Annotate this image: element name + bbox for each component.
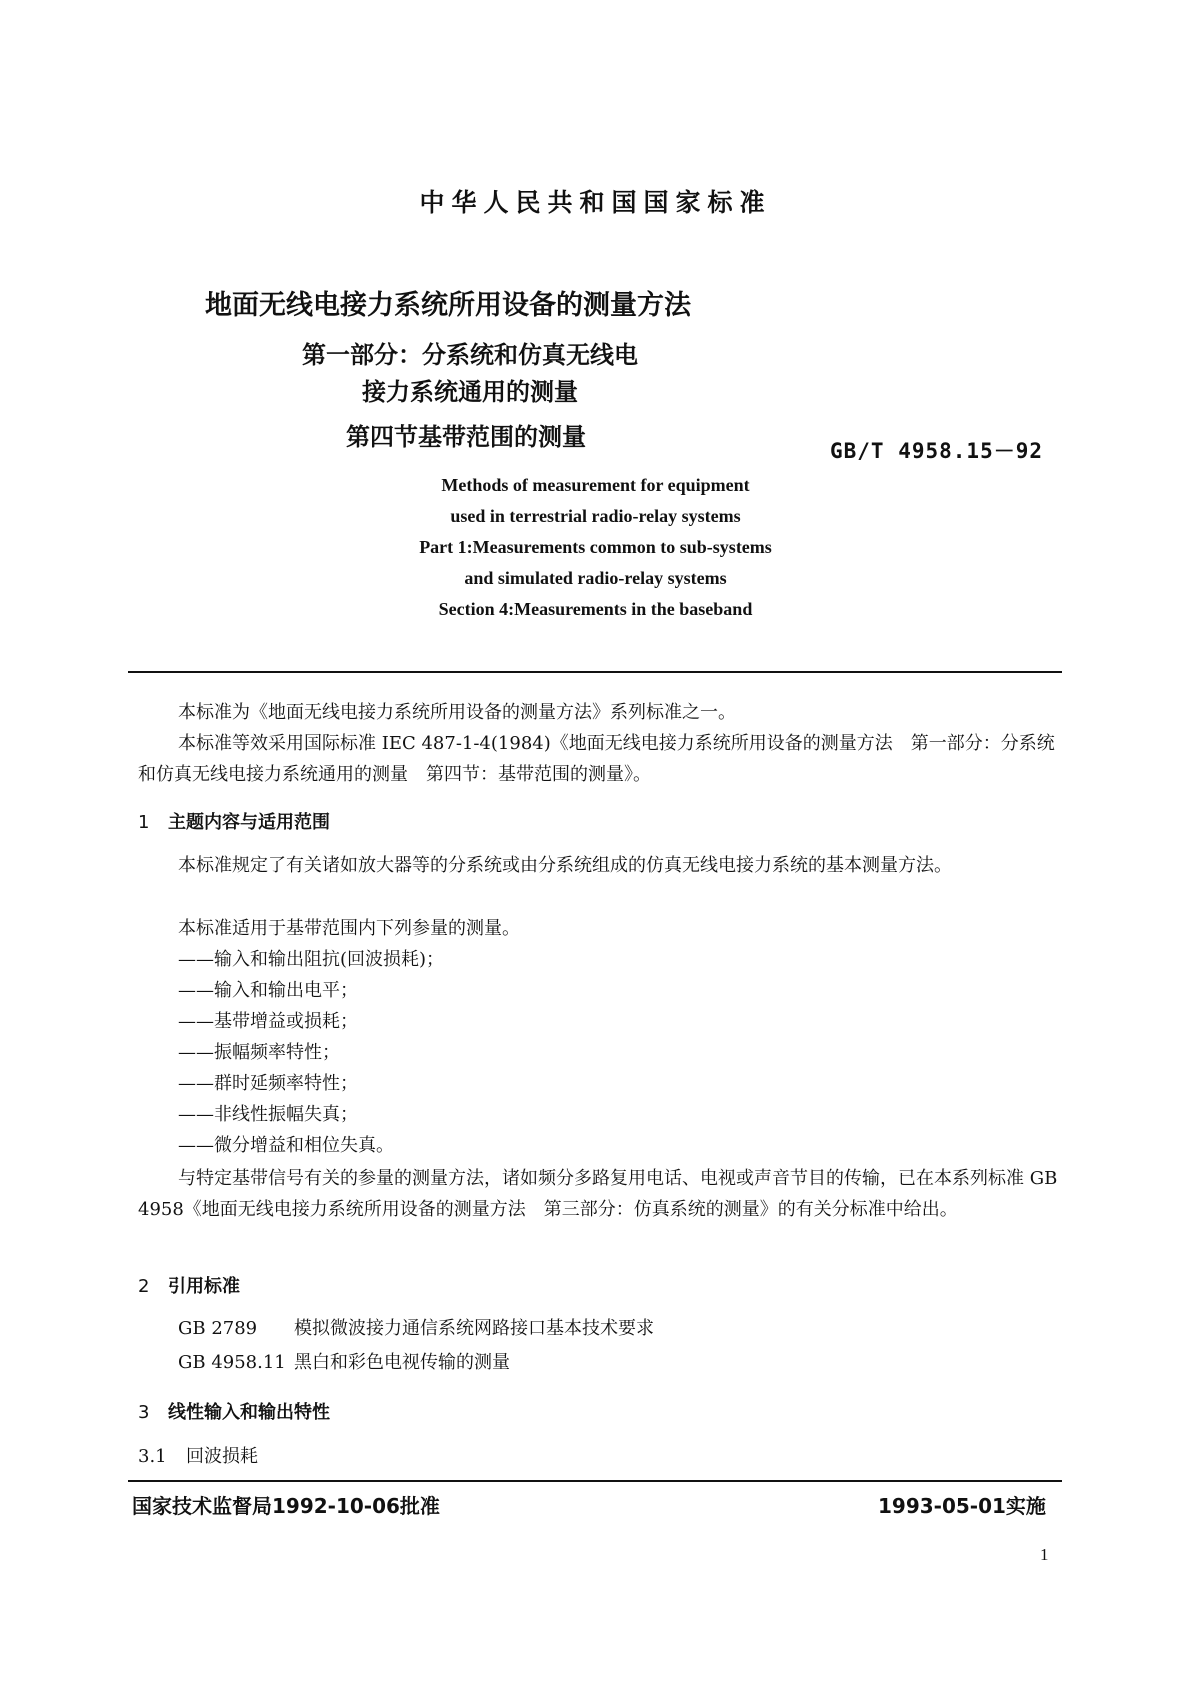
section-number: 2 <box>138 1276 150 1297</box>
english-title-line: Part 1:Measurements common to sub-systems <box>419 537 772 557</box>
list-item: ——非线性振幅失真； <box>178 1104 358 1125</box>
reference-code: GB 2789 <box>178 1318 258 1339</box>
reference-code: GB 4958.11 <box>178 1352 286 1373</box>
section-heading-2 <box>138 1272 240 1298</box>
intro-paragraph: 本标准为《地面无线电接力系统所用设备的测量方法》系列标准之一。 <box>178 702 736 723</box>
list-item: ——输入和输出电平； <box>178 980 358 1001</box>
subsection-heading-3-1 <box>138 1442 258 1468</box>
document-subtitle-section: 第四节基带范围的测量 <box>346 423 586 451</box>
english-title-line: and simulated radio-relay systems <box>464 568 727 588</box>
page-number: 1 <box>1040 1545 1049 1564</box>
header-divider <box>128 671 1062 673</box>
list-item: ——微分增益和相位失真。 <box>178 1135 394 1156</box>
national-standard-title: 中华人民共和国国家标准 <box>419 188 772 217</box>
list-item: ——输入和输出阻抗(回波损耗)； <box>178 949 445 970</box>
intro-paragraph-equivalence: 本标准等效采用国际标准 IEC 487-1-4(1984)《地面无线电接力系统所用设备的测量方法 第一部分：分系统和仿真无线电接力系统通用的测量 第四节：基带范围的测量》。 <box>138 733 1055 785</box>
standard-number: GB/T 4958.15－92 <box>830 439 1044 463</box>
reference-item <box>178 1348 510 1374</box>
english-title-line: Methods of measurement for equipment <box>441 475 750 495</box>
subsection-number: 3.1 <box>138 1446 167 1467</box>
section-title: 线性输入和输出特性 <box>168 1402 330 1423</box>
footer-divider <box>128 1480 1062 1482</box>
list-item: ——振幅频率特性； <box>178 1042 340 1063</box>
section-title: 引用标准 <box>168 1276 240 1297</box>
scope-paragraph: 本标准规定了有关诸如放大器等的分系统或由分系统组成的仿真无线电接力系统的基本测量方法。 <box>178 855 952 876</box>
subsection-title: 回波损耗 <box>186 1446 258 1467</box>
section-heading-1 <box>138 808 330 834</box>
scope-applicability: 本标准适用于基带范围内下列参量的测量。 <box>178 918 520 939</box>
document-subtitle-part-cont: 接力系统通用的测量 <box>362 378 578 406</box>
section-number: 1 <box>138 812 150 833</box>
section-heading-3 <box>138 1398 330 1424</box>
implementation-date: 1993-05-01实施 <box>878 1494 1046 1518</box>
english-title-line: used in terrestrial radio-relay systems <box>450 506 741 526</box>
reference-text: 模拟微波接力通信系统网路接口基本技术要求 <box>294 1318 654 1339</box>
document-title: 地面无线电接力系统所用设备的测量方法 <box>205 290 691 321</box>
scope-note-paragraph: 与特定基带信号有关的参量的测量方法，诸如频分多路复用电话、电视或声音节目的传输，已在本系列标准 GB 4958《地面无线电接力系统所用设备的测量方法 第三部分：仿真系统的测量》的有关分标准中给出。 <box>138 1168 1058 1220</box>
approval-date: 国家技术监督局1992-10-06批准 <box>132 1494 440 1518</box>
document-subtitle-part: 第一部分：分系统和仿真无线电 <box>302 341 638 369</box>
english-title-line: Section 4:Measurements in the baseband <box>438 599 753 619</box>
list-item: ——群时延频率特性； <box>178 1073 358 1094</box>
reference-text: 黑白和彩色电视传输的测量 <box>294 1352 510 1373</box>
list-item: ——基带增益或损耗； <box>178 1011 358 1032</box>
reference-item <box>178 1314 654 1340</box>
section-title: 主题内容与适用范围 <box>168 812 330 833</box>
section-number: 3 <box>138 1402 150 1423</box>
